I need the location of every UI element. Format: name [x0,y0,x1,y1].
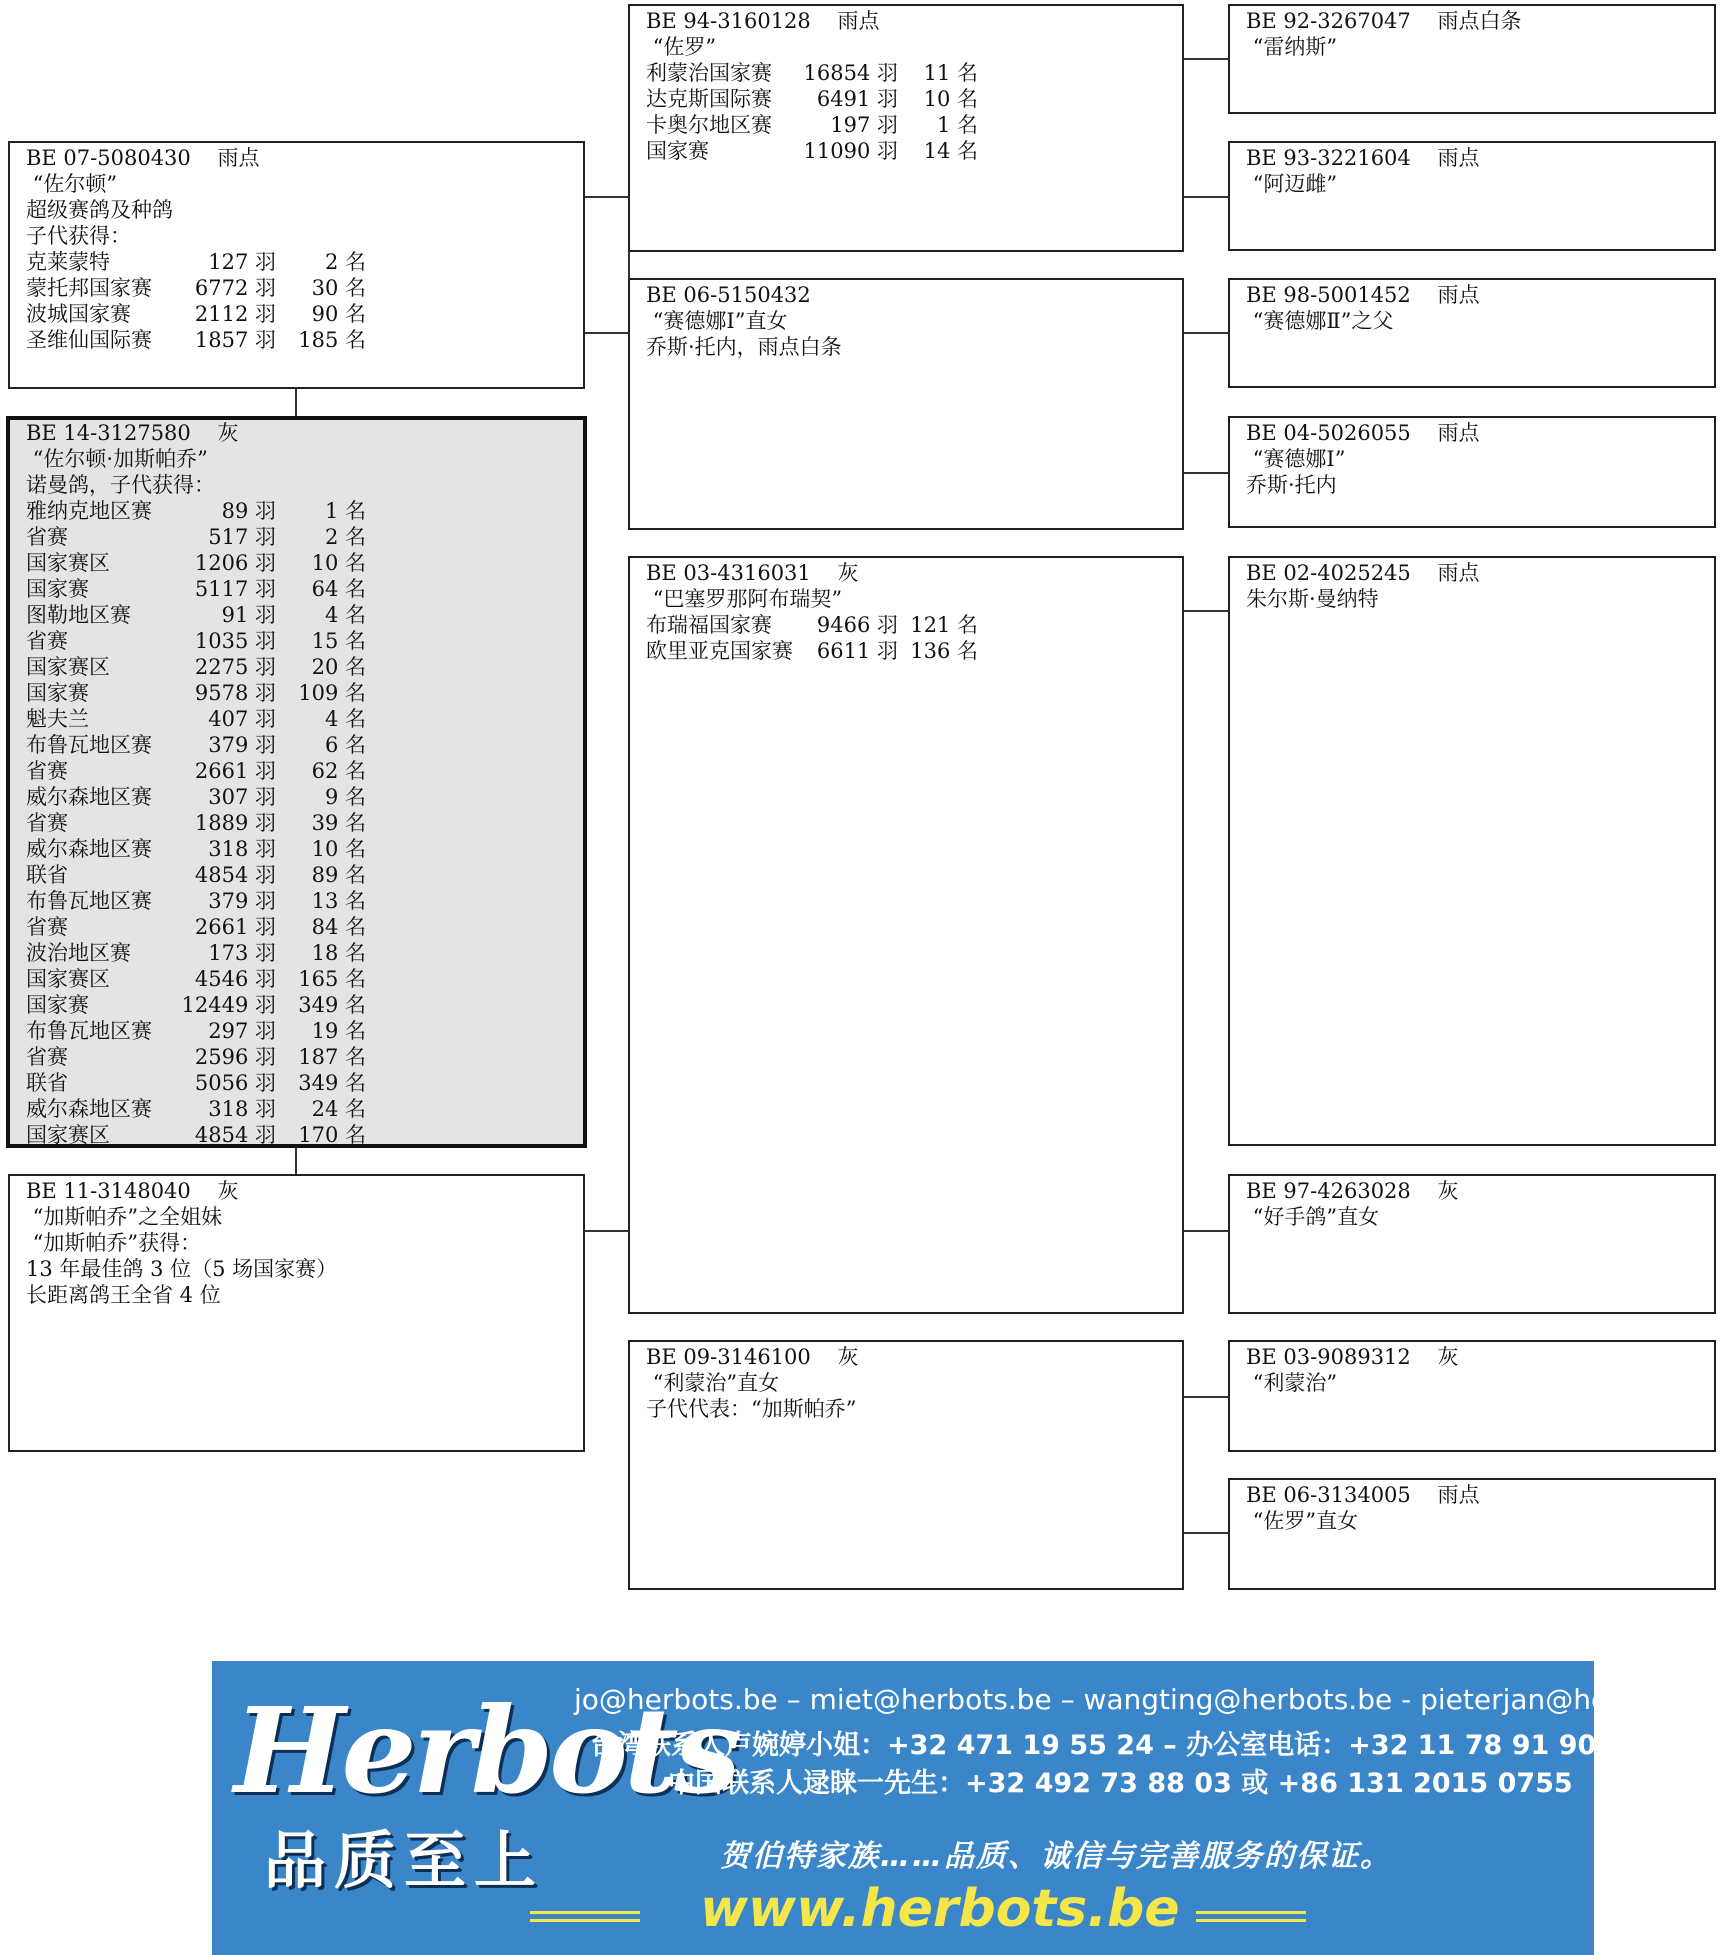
result-row: 欧里亚克国家赛 6611 羽 136 名 [646,639,978,663]
dam-desc: 长距离鸽王全省 4 位 [26,1283,221,1307]
result-row: 波治地区赛 173 羽 18 名 [26,941,366,965]
connector [1182,610,1230,612]
dam-desc: 13 年最佳鸽 3 位（5 场国家赛） [26,1257,338,1281]
result-row: 卡奥尔地区赛 197 羽 1 名 [646,113,978,137]
decor-line [1196,1919,1306,1922]
result-row: 国家赛区 1206 羽 10 名 [26,551,366,575]
dam-ring: BE 11-3148040 灰 [26,1179,239,1203]
bird-desc: 乔斯·托内，雨点白条 [646,335,842,359]
result-row: 魁夫兰 407 羽 4 名 [26,707,366,731]
bird-desc: 乔斯·托内 [1246,473,1337,497]
result-row: 省赛 1035 羽 15 名 [26,629,366,653]
ancestor-card-5 [1228,556,1716,1146]
connector [295,1146,297,1176]
bird-name: “佐罗”直女 [1246,1509,1359,1533]
result-row: 雅纳克地区赛 89 羽 1 名 [26,499,366,523]
bird-name: “利蒙治” [1246,1371,1338,1395]
dam-card [8,1174,585,1452]
result-row: 国家赛区 2275 羽 20 名 [26,655,366,679]
result-row: 国家赛 9578 羽 109 名 [26,681,366,705]
result-row: 波城国家赛 2112 羽 90 名 [26,302,366,326]
herbots-banner [212,1661,1724,1955]
sire-ring: BE 07-5080430 雨点 [26,146,260,170]
ring-number: BE 02-4025245 雨点 [1246,561,1480,585]
ancestor-card-7 [1228,1340,1716,1452]
subject-name: “佐尔顿·加斯帕乔” [26,447,208,471]
ring-number: BE 97-4263028 灰 [1246,1179,1459,1203]
connector [1182,1230,1230,1232]
motto: 贺伯特家族……品质、诚信与完善服务的保证。 [720,1839,1392,1874]
bird-name: “雷纳斯” [1246,35,1338,59]
grandsire-paternal-card [628,4,1184,252]
bird-name: “赛德娜Ⅰ”直女 [646,309,788,333]
connector [584,196,630,198]
connector [1182,1396,1230,1398]
ancestor-card-2 [1228,141,1716,251]
dam-desc: “加斯帕乔”获得： [26,1231,202,1255]
connector [1182,472,1230,474]
ring-number: BE 92-3267047 雨点白条 [1246,9,1522,33]
connector [1182,1532,1230,1534]
result-row: 克莱蒙特 127 羽 2 名 [26,250,366,274]
ring-number: BE 03-4316031 灰 [646,561,859,585]
connector [1182,196,1230,198]
bird-name: “利蒙治”直女 [646,1371,780,1395]
ancestor-card-3 [1228,278,1716,388]
result-row: 圣维仙国际赛 1857 羽 185 名 [26,328,366,352]
bird-name: “赛德娜Ⅱ”之父 [1246,309,1394,333]
china-contact: 中国联系人逯睐一先生：+32 492 73 88 03 或 +86 131 2015 0755 [668,1768,1573,1799]
subject-card [6,416,587,1148]
connector [584,332,630,334]
connector [295,388,297,416]
result-row: 联省 4854 羽 89 名 [26,863,366,887]
website-link[interactable]: www.herbots.be [700,1879,1180,1939]
result-row: 布鲁瓦地区赛 297 羽 19 名 [26,1019,366,1043]
ring-number: BE 03-9089312 灰 [1246,1345,1459,1369]
result-row: 国家赛 12449 羽 349 名 [26,993,366,1017]
result-row: 省赛 2661 羽 62 名 [26,759,366,783]
result-row: 威尔森地区赛 318 羽 10 名 [26,837,366,861]
granddam-maternal-card [628,1340,1184,1590]
result-row: 国家赛区 4854 羽 170 名 [26,1123,366,1147]
result-row: 省赛 2661 羽 84 名 [26,915,366,939]
result-row: 国家赛 11090 羽 14 名 [646,139,978,163]
result-row: 利蒙治国家赛 16854 羽 11 名 [646,61,978,85]
bird-name: “佐罗” [646,35,717,59]
dam-name: “加斯帕乔”之全姐妹 [26,1205,223,1229]
result-row: 联省 5056 羽 349 名 [26,1071,366,1095]
result-row: 国家赛 5117 羽 64 名 [26,577,366,601]
bird-name: “巴塞罗那阿布瑞契” [646,587,843,611]
result-row: 达克斯国际赛 6491 羽 10 名 [646,87,978,111]
herbots-logo: Herbots [234,1681,737,1820]
contact-emails[interactable]: jo@herbots.be – miet@herbots.be – wangting@herbots.be - pieterjan@herbots.be [574,1683,1724,1716]
sire-card [8,141,585,389]
result-row: 省赛 2596 羽 187 名 [26,1045,366,1069]
connector [1182,332,1230,334]
granddam-paternal-card [628,278,1184,530]
sire-desc: 子代获得： [26,224,131,248]
bird-name: “好手鸽”直女 [1246,1205,1380,1229]
bird-desc: 子代代表：“加斯帕乔” [646,1397,857,1421]
sire-name: “佐尔顿” [26,172,118,196]
ancestor-card-6 [1228,1174,1716,1314]
result-row: 威尔森地区赛 318 羽 24 名 [26,1097,366,1121]
result-row: 布鲁瓦地区赛 379 羽 6 名 [26,733,366,757]
subject-ring: BE 14-3127580 灰 [26,421,239,445]
ancestor-card-4 [1228,416,1716,528]
ring-number: BE 98-5001452 雨点 [1246,283,1480,307]
bird-name: “赛德娜Ⅰ” [1246,447,1346,471]
connector [584,1230,630,1232]
ring-number: BE 06-5150432 [646,283,811,307]
ancestor-card-1 [1228,4,1716,114]
result-row: 省赛 517 羽 2 名 [26,525,366,549]
decor-line [530,1919,640,1922]
ring-number: BE 04-5026055 雨点 [1246,421,1480,445]
ring-number: BE 93-3221604 雨点 [1246,146,1480,170]
bird-desc: 朱尔斯·曼纳特 [1246,587,1379,611]
connector [1182,58,1230,60]
bird-name: “阿迈雌” [1246,172,1338,196]
result-row: 省赛 1889 羽 39 名 [26,811,366,835]
result-row: 图勒地区赛 91 羽 4 名 [26,603,366,627]
result-row: 威尔森地区赛 307 羽 9 名 [26,785,366,809]
ring-number: BE 94-3160128 雨点 [646,9,880,33]
sire-desc: 超级赛鸽及种鸽 [26,198,173,222]
subject-desc: 诺曼鸽，子代获得： [26,473,215,497]
decor-line [1196,1911,1306,1914]
ancestor-card-8 [1228,1478,1716,1590]
results-list [26,498,567,1148]
taiwan-contact: 台湾联系人卢婉婷小姐：+32 471 19 55 24 – 办公室电话：+32 11 78 91 90 [590,1730,1597,1761]
decor-line [530,1911,640,1914]
ring-number: BE 09-3146100 灰 [646,1345,859,1369]
result-row: 国家赛区 4546 羽 165 名 [26,967,366,991]
result-row: 蒙托邦国家赛 6772 羽 30 名 [26,276,366,300]
result-row: 布瑞福国家赛 9466 羽 121 名 [646,613,978,637]
result-row: 布鲁瓦地区赛 379 羽 13 名 [26,889,366,913]
ring-number: BE 06-3134005 雨点 [1246,1483,1480,1507]
grandsire-maternal-card [628,556,1184,1314]
slogan: 品质至上 [264,1824,545,1897]
